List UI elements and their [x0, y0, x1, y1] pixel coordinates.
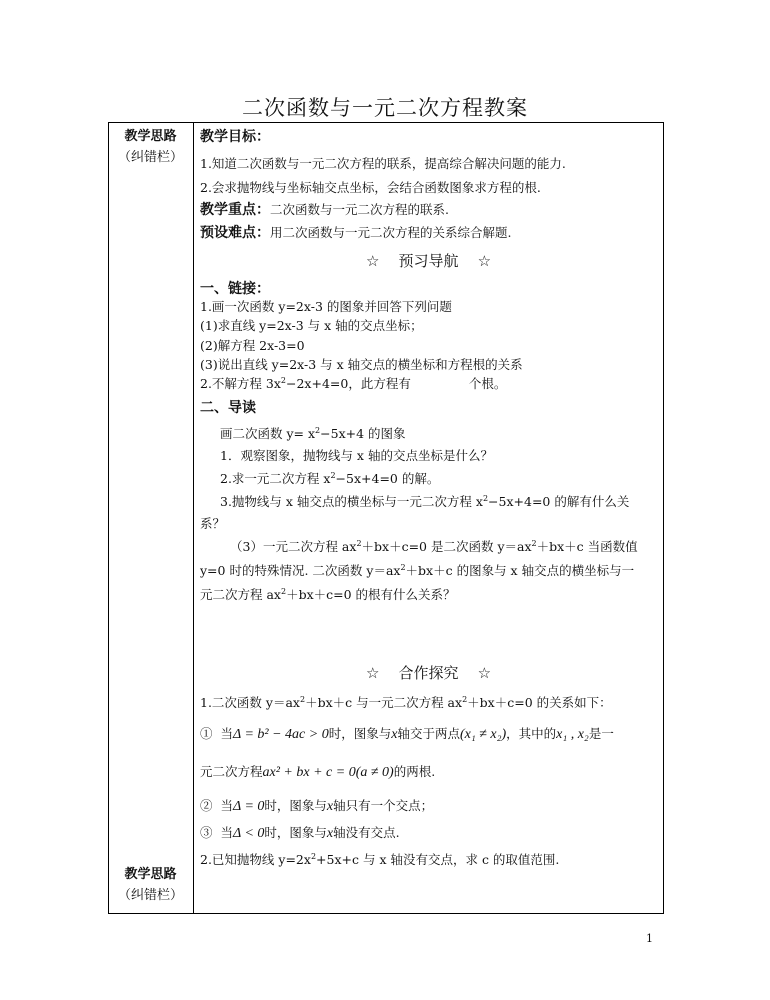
read-heading: 二、导读: [200, 400, 256, 416]
text-fragment: 3.抛物线与 x 轴交点的横坐标与一元二次方程 x: [220, 494, 483, 509]
case-number: ③: [200, 825, 213, 840]
star-icon: ☆: [477, 252, 492, 270]
link-heading: 一、链接：: [200, 281, 270, 297]
objective-item: 1.知道二次函数与一元二次方程的联系，提高综合解决问题的能力.: [200, 156, 566, 171]
link-item: 1.画一次函数 y=2x-3 的图象并回答下列问题: [200, 299, 452, 314]
text-fragment: 时，图象与: [328, 726, 392, 741]
difficulty: [200, 222, 655, 242]
key-point-label: 教学重点：: [200, 202, 270, 218]
link-item: (2)解方程 2x-3=0: [200, 338, 305, 353]
superscript: 2: [299, 694, 306, 704]
superscript: 2: [330, 470, 336, 480]
explore-heading-text: 合作探究: [398, 664, 459, 682]
case-1-line1: [200, 724, 655, 743]
objective-item: 2.会求抛物线与坐标轴交点坐标，会结合函数图象求方程的根.: [200, 180, 541, 195]
superscript: 2: [482, 493, 489, 503]
math-expression: Δ < 0: [232, 826, 265, 841]
superscript: 2: [315, 425, 321, 435]
link-item: (1)求直线 y=2x-3 与 x 轴的交点坐标；: [200, 318, 423, 333]
side-label-top: [108, 126, 193, 168]
read-question: [220, 492, 675, 510]
math-expression: Δ = 0: [232, 799, 265, 814]
text-fragment: +5x+c 与 x 轴没有交点，求 c 的取值范围.: [316, 852, 560, 867]
side-label-line2: （纠错栏）: [117, 150, 183, 165]
text-fragment: 轴交于两点: [397, 726, 460, 741]
text-fragment: −5x+4 的图象: [320, 426, 406, 441]
math-expression: x: [326, 826, 334, 841]
read-question-cont: 系？: [200, 516, 226, 531]
preview-heading-text: 预习导航: [398, 252, 459, 270]
read-intro: [220, 424, 675, 442]
difficulty-text: 用二次函数与一元二次方程的关系综合解题.: [270, 225, 512, 240]
text-fragment: 是一: [588, 726, 614, 741]
read-question: [220, 469, 675, 487]
preview-heading: [193, 250, 664, 271]
text-fragment: 当: [220, 825, 233, 840]
text-fragment: ＋bx＋c=0 是二次函数 y＝ax: [361, 539, 532, 554]
text-fragment: 元二次方程: [200, 764, 263, 779]
math-expression: ax² + bx + c = 0(a ≠ 0): [262, 765, 394, 780]
text-fragment: （3）一元二次方程 ax: [230, 539, 357, 554]
side-label-line1: 教学思路: [124, 867, 177, 882]
key-point: [200, 199, 655, 219]
side-label-line2: （纠错栏）: [117, 888, 183, 903]
superscript: 2: [531, 538, 537, 548]
text-fragment: 画二次函数 y= x: [220, 426, 316, 441]
superscript: 2: [310, 851, 317, 861]
difficulty-label: 预设难点：: [200, 225, 270, 241]
text-fragment: −5x+4=0 的解有什么关: [488, 494, 630, 509]
superscript: 2: [400, 562, 406, 572]
text-fragment: 1.二次函数 y＝ax: [200, 695, 300, 710]
math-expression: x: [391, 727, 398, 742]
text-fragment: ＋bx＋c 的图象与 x 轴交点的横坐标与一: [405, 563, 635, 578]
link-item-2: [200, 374, 655, 392]
objectives-heading: 教学目标：: [200, 129, 270, 145]
text-fragment: ＋bx＋c 与一元二次方程 ax: [305, 695, 463, 710]
text-fragment: −5x+4=0 的解。: [335, 471, 440, 486]
case-3: [200, 823, 655, 842]
read-paragraph-line: [200, 585, 655, 603]
text-fragment: 2.已知抛物线 y=2x: [200, 852, 311, 867]
text-fragment: 2.不解方程 3x: [200, 376, 281, 391]
text-fragment: 当: [220, 726, 233, 741]
superscript: 2: [356, 538, 362, 548]
text-fragment: 时，图象与: [264, 825, 327, 840]
case-2: [200, 796, 655, 815]
math-expression: Δ = b² − 4ac > 0: [232, 727, 329, 742]
text-fragment: 的两根.: [393, 764, 436, 779]
read-question: 1．观察图象，抛物线与 x 轴的交点坐标是什么？: [220, 448, 493, 463]
text-fragment: ＋bx＋c 当函数值: [536, 539, 638, 554]
math-expression: x₁ , x₂: [556, 727, 589, 742]
side-label-bottom: [108, 864, 193, 906]
text-fragment: 时，图象与: [264, 798, 327, 813]
math-expression: x: [326, 799, 334, 814]
text-fragment: 2.求一元二次方程 x: [220, 471, 331, 486]
read-paragraph-line: [230, 537, 685, 555]
text-fragment: 轴没有交点.: [333, 825, 400, 840]
link-item: (3)说出直线 y=2x-3 与 x 轴交点的横坐标和方程根的关系: [200, 357, 523, 372]
star-icon: ☆: [477, 664, 492, 682]
case-number: ②: [200, 798, 213, 813]
superscript: 2: [280, 586, 287, 596]
text-fragment: ＋bx＋c=0 的关系如下：: [467, 695, 612, 710]
text-fragment: −2x+4=0，此方程有: [286, 376, 411, 391]
superscript: 2: [462, 694, 468, 704]
text-fragment: ＋bx＋c=0 的根有什么关系？: [286, 587, 456, 602]
text-fragment: 轴只有一个交点；: [333, 798, 434, 813]
math-expression: (x₁ ≠ x₂): [459, 727, 507, 742]
superscript: 2: [280, 375, 286, 385]
key-point-text: 二次函数与一元二次方程的联系.: [270, 202, 449, 217]
page-number: 1: [646, 932, 653, 945]
column-divider: [193, 122, 194, 914]
read-paragraph-line: [200, 561, 655, 579]
case-number: ①: [200, 726, 213, 741]
text-fragment: 元二次方程 ax: [200, 587, 281, 602]
explore-item-2: [200, 850, 655, 868]
text-fragment: y=0 时的特殊情况. 二次函数 y＝ax: [200, 563, 401, 578]
text-fragment: 个根。: [468, 376, 507, 391]
text-fragment: ，其中的: [506, 726, 557, 741]
explore-heading: [193, 662, 664, 683]
side-label-line1: 教学思路: [124, 129, 177, 144]
explore-item-1: [200, 693, 655, 711]
text-fragment: 当: [220, 798, 233, 813]
case-1-line2: [200, 762, 655, 781]
page-title: 二次函数与一元二次方程教案: [242, 96, 528, 120]
star-icon: ☆: [365, 252, 380, 270]
star-icon: ☆: [365, 664, 380, 682]
